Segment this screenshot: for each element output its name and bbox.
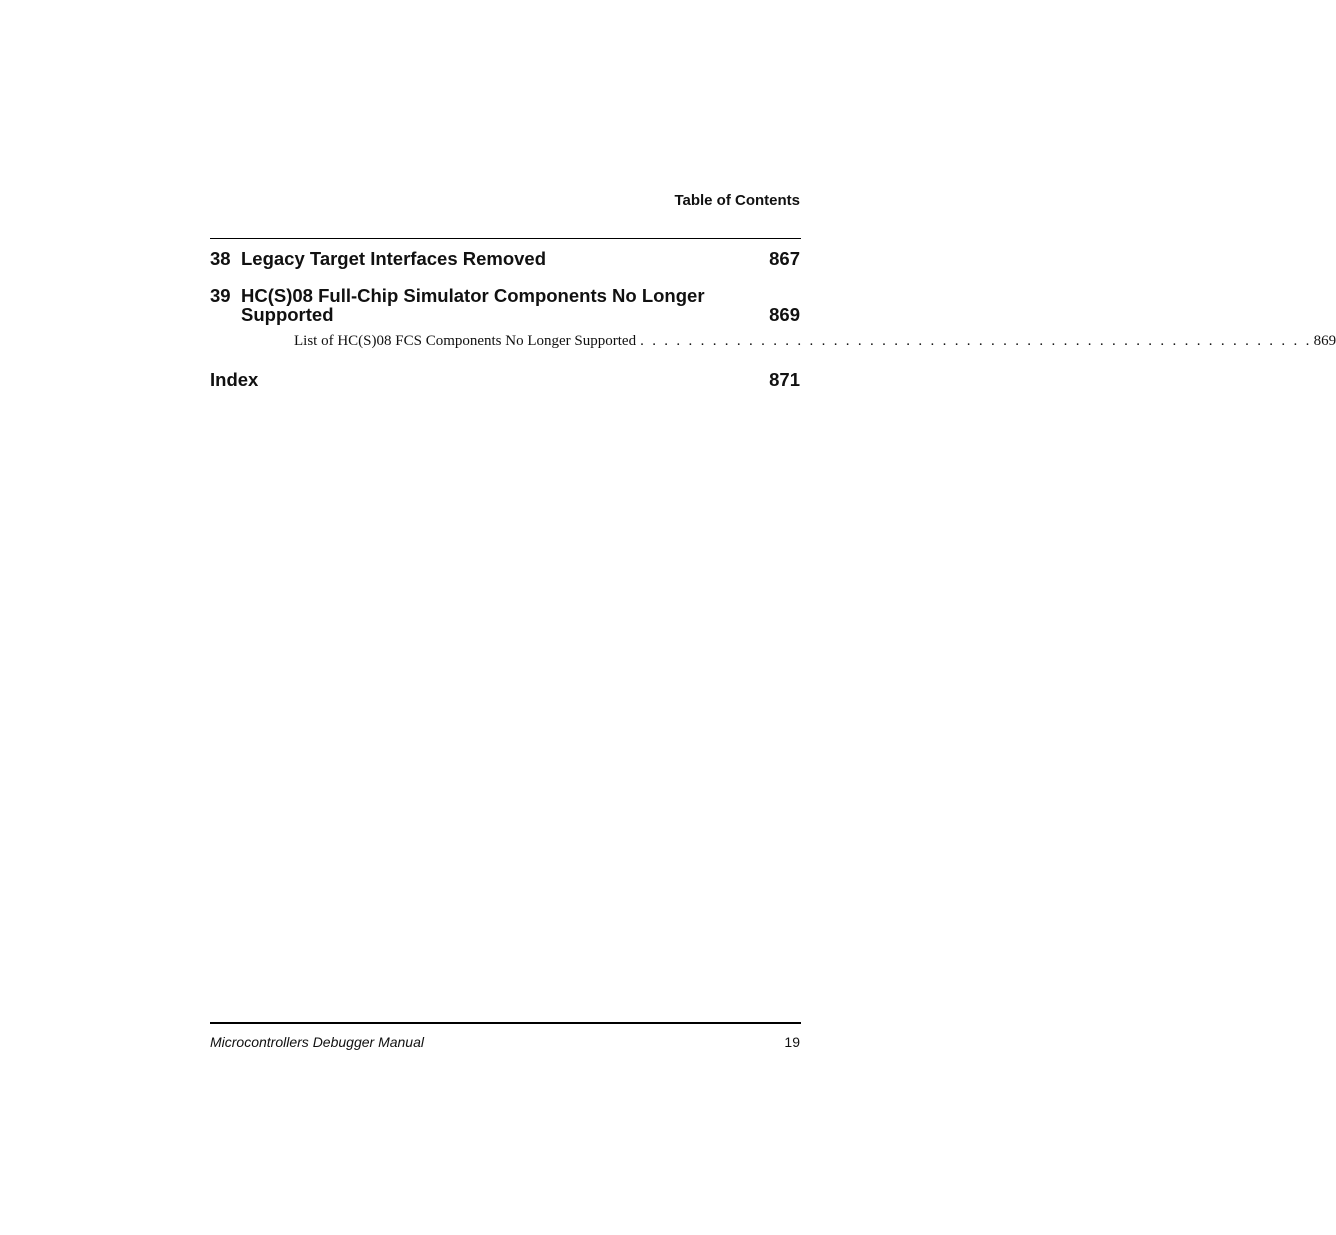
chapter-title-line1: HC(S)08 Full-Chip Simulator Components No Longer [241, 285, 705, 306]
footer-rule [210, 1022, 801, 1024]
toc-index[interactable] [210, 370, 800, 390]
chapter-number: 38 [210, 248, 231, 269]
section-page: 869 [1313, 333, 1336, 349]
running-head: Table of Contents [674, 192, 800, 209]
toc-section-entry[interactable] [294, 333, 1336, 350]
toc-chapter-39[interactable] [210, 286, 800, 326]
chapter-title-line2: Supported [241, 304, 334, 325]
section-title: List of HC(S)08 FCS Components No Longer Supported [294, 333, 637, 349]
toc-chapter-38[interactable] [210, 249, 800, 269]
footer-manual-title: Microcontrollers Debugger Manual [210, 1034, 424, 1050]
chapter-number: 39 [210, 285, 231, 306]
footer-page-number: 19 [784, 1034, 800, 1050]
chapter-title: Legacy Target Interfaces Removed [241, 248, 547, 269]
dot-leader: . . . . . . . . . . . . . . . . . . . . . . . . . . . . . . . . . . . . . . . . . . . . . . . . . . . . . . . . [640, 333, 1312, 349]
chapter-title [241, 286, 721, 324]
index-title: Index [210, 369, 259, 390]
index-page: 871 [769, 369, 800, 390]
header-rule [210, 238, 801, 239]
chapter-page: 867 [769, 248, 800, 269]
chapter-page: 869 [769, 304, 800, 325]
